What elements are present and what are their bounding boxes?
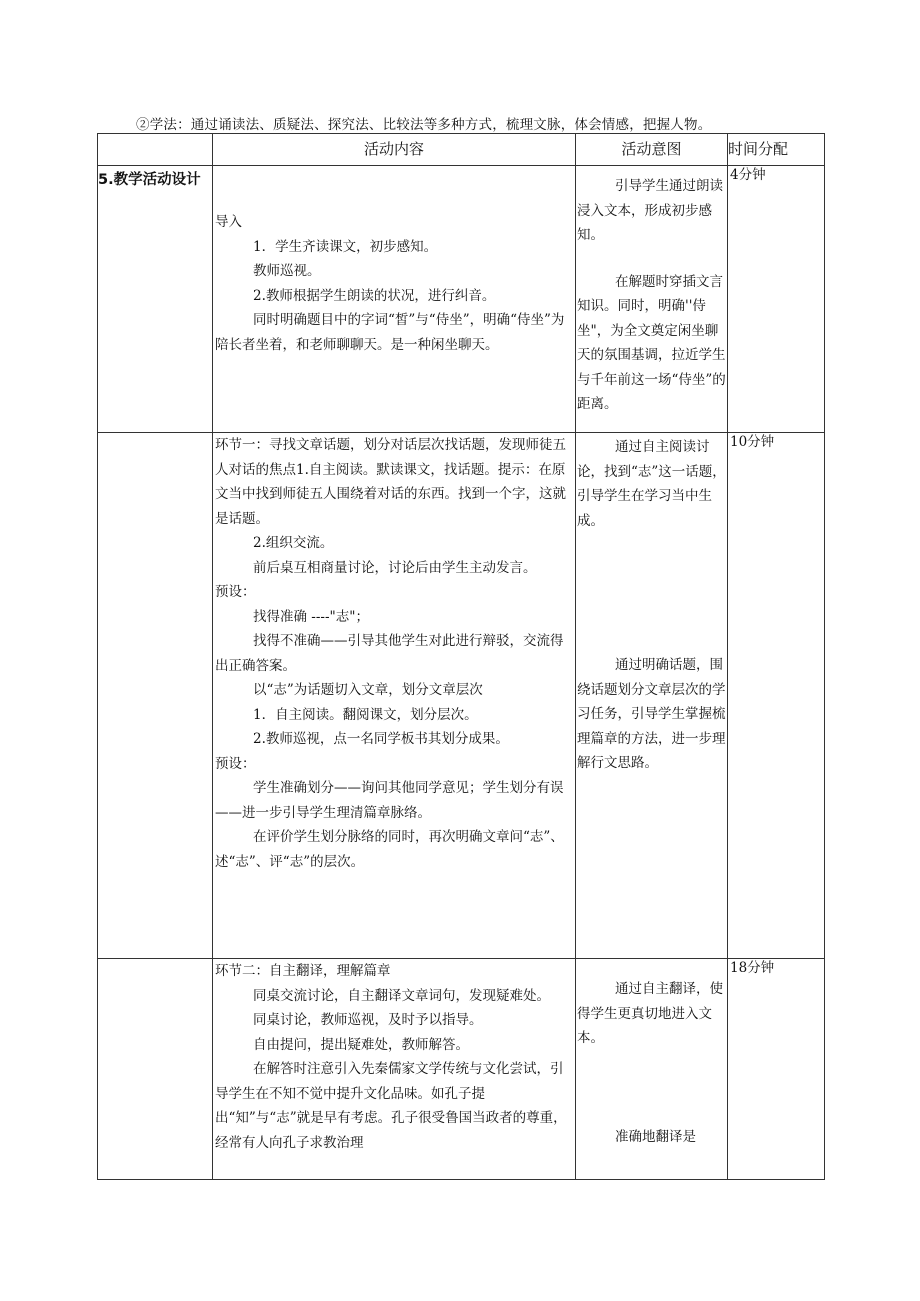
content-paragraph: 在解答时注意引入先秦儒家文学传统与文化尝试，引导学生在不知不觉中提升文化品味。如孔子提出“知”与“志”就是早有考虑。孔子很受鲁国当政者的尊重，经常有人向孔子求教治理 — [215, 1061, 567, 1151]
intent-cell — [576, 959, 728, 1180]
section-label-cell — [98, 959, 213, 1180]
time-cell: 18分钟 — [728, 959, 825, 1180]
intent-paragraph: 引导学生通过朗读浸入文本，形成初步感知。 — [577, 178, 723, 243]
header-activity-intent: 活动意图 — [576, 134, 728, 166]
content-paragraph: 预设： — [215, 755, 256, 772]
table-row — [98, 166, 825, 433]
content-paragraph: 2.组织交流。 — [253, 535, 334, 551]
lesson-plan-table — [97, 133, 825, 1180]
section-label: 5.教学活动设计 — [98, 172, 201, 188]
content-paragraph: 找得准确 ----"志"； — [253, 608, 369, 625]
header-activity-content: 活动内容 — [213, 134, 576, 166]
section-label-cell — [98, 166, 213, 433]
header-time-allocation: 时间分配 — [728, 134, 825, 166]
table-row — [98, 433, 825, 959]
content-paragraph: 学生准确划分——询问其他同学意见；学生划分有误——进一步引导学生理清篇章脉络。 — [215, 780, 564, 821]
content-paragraph: 导入 — [215, 214, 242, 230]
content-paragraph: 前后桌互相商量讨论，讨论后由学生主动发言。 — [253, 559, 537, 576]
intent-paragraph: 通过自主阅读讨论，找到“志”这一话题，引导学生在学习当中生成。 — [577, 439, 726, 529]
content-paragraph: 环节一：寻找文章话题，划分对话层次找话题，发现师徒五人对话的焦点1.自主阅读。默读课文，找话题。提示：在原文当中找到师徒五人围绕着对话的东西。找到一个字，这就是话题。 — [215, 437, 566, 527]
content-paragraph: 同时明确题目中的字词“皙”与“侍坐”，明确“侍坐”为陪长者坐着，和老师聊聊天。是一种闲坐聊天。 — [215, 312, 565, 353]
header-blank-cell — [98, 134, 213, 166]
content-paragraph: 同桌讨论，教师巡视，及时予以指导。 — [253, 1012, 483, 1028]
content-paragraph: 环节二：自主翻译，理解篇章 — [215, 963, 391, 979]
table-header-row — [98, 134, 825, 166]
intent-paragraph: 通过自主翻译，使得学生更真切地进入文本。 — [577, 981, 723, 1046]
intent-paragraph: 在解题时穿插文言知识。同时，明确''侍坐"，为全文奠定闲坐聊天的氛围基调，拉近学生与千年前这一场“侍坐”的距离。 — [577, 273, 726, 412]
intent-paragraph: 准确地翻译是 — [615, 1128, 696, 1145]
content-paragraph: 1．学生齐读课文，初步感知。 — [253, 238, 438, 255]
time-cell: 10分钟 — [728, 433, 825, 959]
time-cell: 4分钟 — [728, 166, 825, 433]
content-cell — [213, 166, 576, 433]
content-paragraph: 找得不准确——引导其他学生对此进行辩驳，交流得出正确答案。 — [215, 633, 564, 674]
intent-cell — [576, 166, 728, 433]
table-row — [98, 959, 825, 1180]
content-paragraph: 2.教师根据学生朗读的状况，进行纠音。 — [253, 287, 496, 304]
section-label-cell — [98, 433, 213, 959]
content-paragraph: 自由提问，提出疑难处，教师解答。 — [253, 1036, 469, 1053]
content-cell — [213, 959, 576, 1180]
content-cell — [213, 433, 576, 959]
content-paragraph: 2.教师巡视，点一名同学板书其划分成果。 — [253, 731, 509, 747]
content-paragraph: 以“志”为话题切入文章，划分文章层次 — [253, 682, 483, 698]
content-paragraph: 同桌交流讨论，自主翻译文章词句，发现疑难处。 — [253, 987, 550, 1004]
intro-line: ②学法：通过诵读法、质疑法、探究法、比较法等多种方式，梳理文脉，体会情感，把握人物。 — [136, 117, 712, 133]
content-paragraph: 在评价学生划分脉络的同时，再次明确文章问“志”、述“志”、评“志”的层次。 — [215, 829, 564, 870]
content-paragraph: 1．自主阅读。翻阅课文，划分层次。 — [253, 706, 478, 723]
intent-cell — [576, 433, 728, 959]
content-paragraph: 预设： — [215, 584, 256, 600]
content-paragraph: 教师巡视。 — [253, 263, 321, 279]
intent-paragraph: 通过明确话题，围绕话题划分文章层次的学习任务，引导学生掌握梳理篇章的方法，进一步理解行文思路。 — [577, 657, 726, 771]
